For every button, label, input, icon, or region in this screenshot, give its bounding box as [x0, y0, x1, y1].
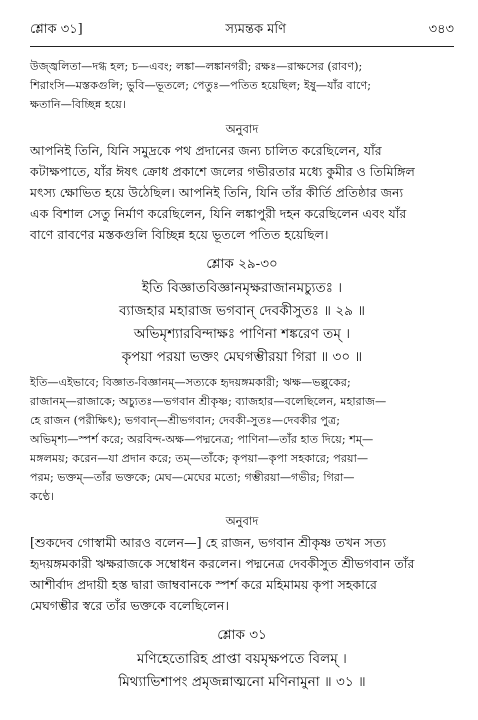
book-page [30, 20, 454, 694]
verse-heading: শ্লোক ৩১ [217, 627, 267, 643]
gloss-line: পরম; ভক্তম্—তাঁর ভক্তকে; মেঘ—মেঘের মতো; গম্ভীরয়া—গভীর; গিরা— [30, 471, 355, 484]
gloss-line: হে রাজন (পরীক্ষিৎ); ভগবান্—শ্রীভগবান; দেবকী-সুতঃ—দেবকীর পুত্র; [30, 414, 340, 427]
translation-line: হৃদয়ঙ্গমকারী ঋক্ষরাজকে সম্বোধন করলেন। পদ্মনেত্র দেবকীসুত শ্রীভগবান তাঁর [30, 556, 415, 571]
gloss-line: ইতি—এইভাবে; বিজ্ঞাত-বিজ্ঞানম্—সত্যকে হৃদয়ঙ্গমকারী; ঋক্ষ—ভল্লুকের; [30, 376, 351, 389]
verse-line: কৃপয়া পরয়া ভক্তং মেঘগম্ভীরয়া গিরা ॥ ৩০ ॥ [121, 349, 363, 365]
word-gloss [30, 373, 454, 506]
verse-line: মিথ্যাভিশাপং প্রমৃজন্নাত্মনো মণিনামুনা ॥ ৩১ ॥ [118, 674, 366, 690]
translation-text [30, 532, 454, 616]
gloss-line: অভিমৃশ্য—স্পর্শ করে; অরবিন্দ-অক্ষ—পদ্মনেত্র; পাণিনা—তাঁর হাত দিয়ে; শম্— [30, 433, 374, 446]
verse-line: ব্যাজহার মহারাজ ভগবান্ দেবকীসুতঃ ॥ ২৯ ॥ [118, 303, 366, 319]
gloss-line: কণ্ঠে। [30, 490, 55, 503]
header-chapter-title: স্যমন্তক মণি [225, 22, 286, 37]
translation-line: আশীর্বাদ প্রদায়ী হস্ত দ্বারা জাম্ববানকে স্পর্শ করে মহিমাময় কৃপা সহকারে [30, 577, 377, 592]
gloss-line: মঙ্গলময়; করেন—যা প্রদান করে; তম্—তাঁকে; কৃপয়া—কৃপা সহকারে; পরয়া— [30, 452, 369, 465]
translation-line: [শুকদেব গোস্বামী আরও বলেন—] হে রাজন, ভগবান শ্রীকৃষ্ণ তখন সত্য [30, 535, 386, 550]
gloss-line: রাজানম্—রাজাকে; অচ্যুতঃ—ভগবান শ্রীকৃষ্ণ; ব্যাজহার—বলেছিলেন, মহারাজ— [30, 395, 387, 408]
sanskrit-verse [30, 277, 454, 369]
verse-line: ইতি বিজ্ঞাতবিজ্ঞানমৃক্ষরাজানমচ্যুতঃ । [141, 280, 343, 296]
translation-line: এক বিশাল সেতু নির্মাণ করেছিলেন, যিনি লঙ্কাপুরী দহন করেছিলেন এবং যাঁর [30, 206, 407, 221]
translation-heading: অনুবাদ [225, 514, 259, 528]
gloss-line: শিরাংসি—মস্তকগুলি; ভুবি—ভূতলে; পেতুঃ—পতিত হয়েছিল; ইষু—যাঁর বাণে; [30, 79, 372, 92]
page-header [30, 20, 454, 47]
translation-line: বাণে রাবণের মস্তকগুলি বিচ্ছিন্ন হয়ে ভূতলে পতিত হয়েছিল। [30, 227, 329, 242]
verse-line: অভিমৃশ্যারবিন্দাক্ষঃ পাণিনা শঙ্করেণ তম্ । [133, 326, 351, 342]
sanskrit-verse [30, 648, 454, 694]
translation-text [30, 140, 454, 245]
page-number: ৩৪৩ [428, 22, 454, 37]
translation-line: মেঘগম্ভীর স্বরে তাঁর ভক্তকে বলেছিলেন। [30, 598, 229, 613]
translation-heading: অনুবাদ [225, 122, 259, 136]
gloss-line: উজ্জ্বলিতা—দগ্ধ হল; চ—এবং; লঙ্কা—লঙ্কানগরী; রক্ষঃ—রাক্ষসের (রাবণ); [30, 60, 363, 73]
header-verse-ref: শ্লোক ৩১] [30, 22, 83, 37]
gloss-line: ক্ষতানি—বিচ্ছিন্ন হয়ে। [30, 98, 126, 111]
word-gloss-top [30, 57, 454, 114]
translation-line: আপনিই তিনি, যিনি সমুদ্রকে পথ প্রদানের জন্য চালিত করেছিলেন, যাঁর [30, 143, 382, 158]
verse-line: মণিহেতোরিহ প্রাপ্তা বয়মৃক্ষপতে বিলম্ । [137, 651, 347, 667]
verse-heading: শ্লোক ২৯-৩০ [206, 256, 278, 272]
translation-line: কটাক্ষপাতে, যাঁর ঈষৎ ক্রোধ প্রকাশে জলের গভীরতার মধ্যে কুমীর ও তিমিঙ্গিল [30, 164, 415, 179]
translation-line: মৎস্য ক্ষোভিত হয়ে উঠেছিল। আপনিই তিনি, যিনি তাঁর কীর্তি প্রতিষ্ঠার জন্য [30, 185, 404, 200]
